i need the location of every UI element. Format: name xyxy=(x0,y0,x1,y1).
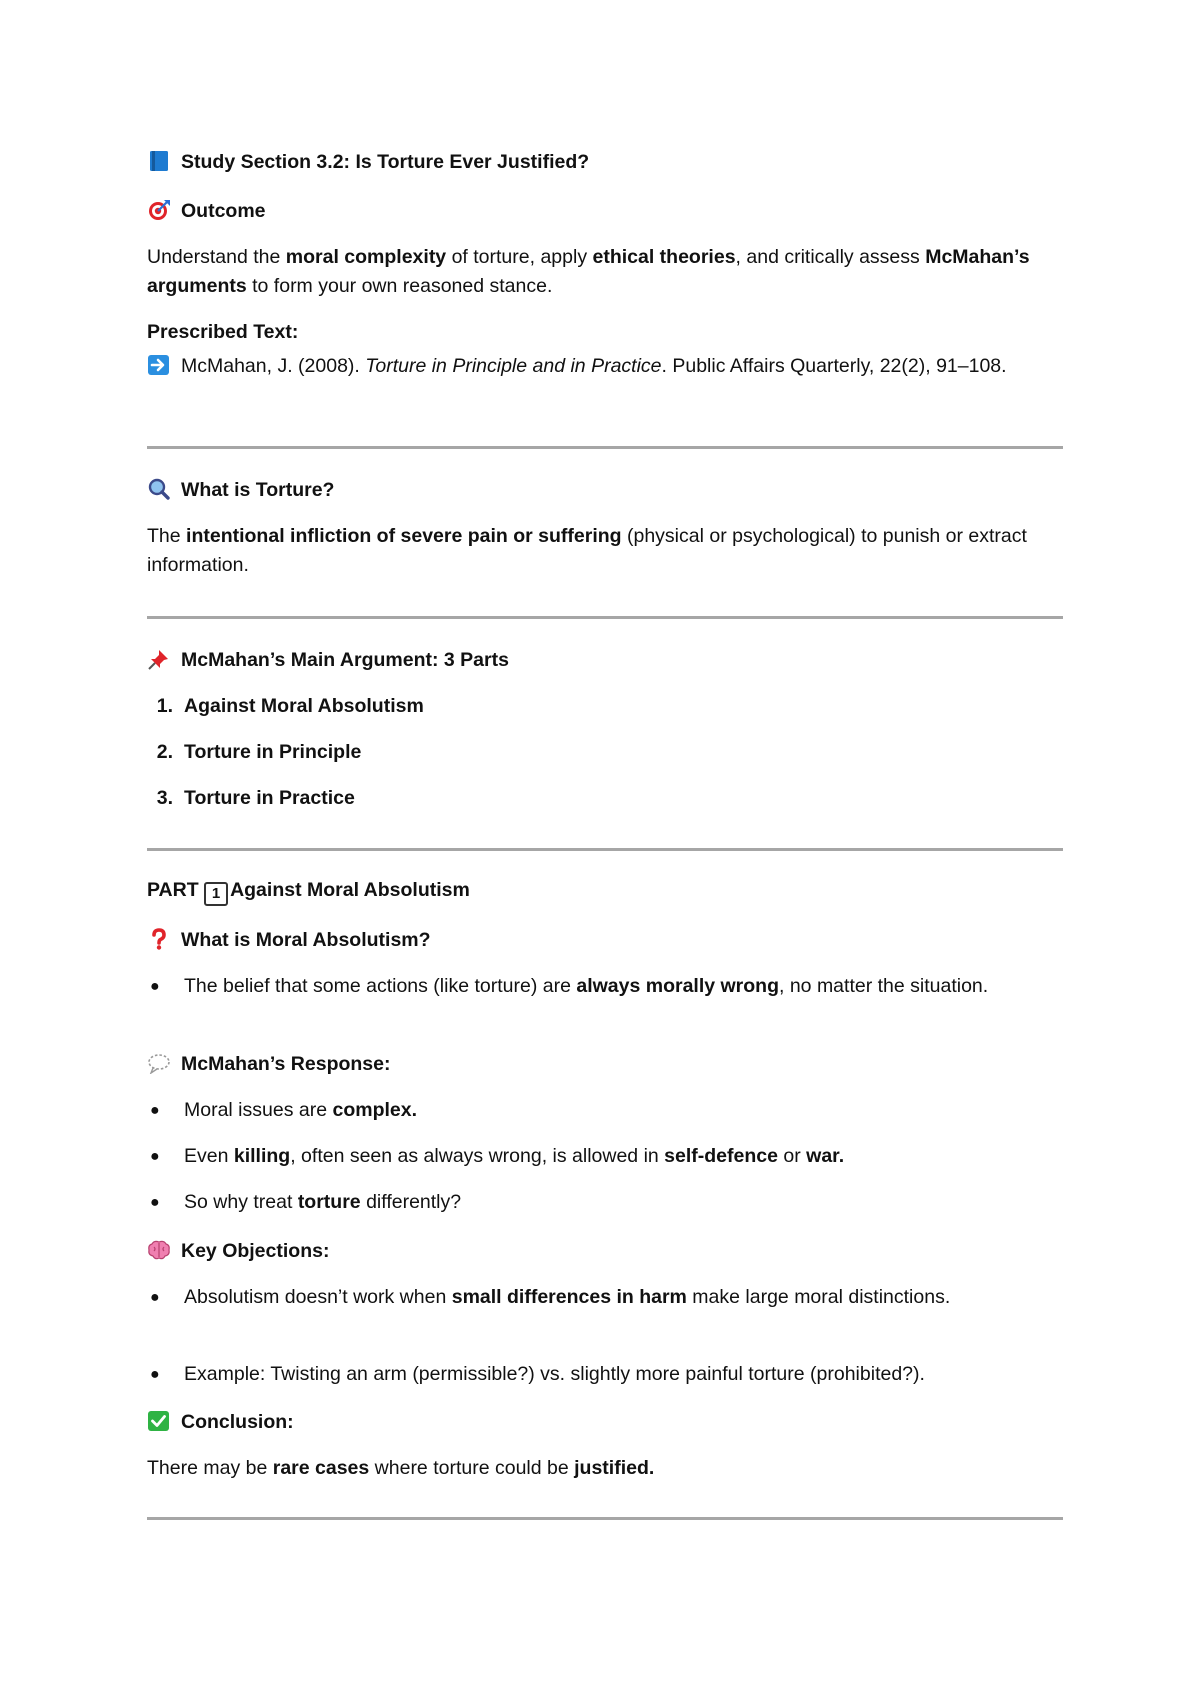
right-arrow-icon xyxy=(147,354,171,376)
list-item: ● Example: Twisting an arm (permissible?) vs. slightly more painful torture (prohibited?). xyxy=(150,1363,925,1385)
what-is-torture-heading: What is Torture? xyxy=(147,476,1063,505)
target-icon xyxy=(147,199,171,221)
what-is-torture-paragraph: The intentional infliction of severe pain or suffering (physical or psychological) to punish or extract information. xyxy=(147,525,1027,576)
part1-heading: PART 1 Against Moral Absolutism xyxy=(147,876,1063,906)
divider xyxy=(147,1517,1063,1520)
response-heading: McMahan’s Response: xyxy=(147,1050,1063,1079)
list-item: ● The belief that some actions (like torture) are always morally wrong, no matter the situation. xyxy=(150,975,989,997)
list-item: 2. Torture in Principle xyxy=(156,741,362,763)
objections-heading: Key Objections: xyxy=(147,1237,1063,1266)
list-item: 3. Torture in Practice xyxy=(156,787,355,809)
main-argument-heading: McMahan’s Main Argument: 3 Parts xyxy=(147,646,1063,675)
pushpin-icon xyxy=(147,648,171,670)
list-item: ● Absolutism doesn’t work when small differences in harm make large moral distinctions. xyxy=(150,1286,951,1308)
red-question-mark-icon xyxy=(147,928,171,950)
divider xyxy=(147,446,1063,449)
blue-book-icon xyxy=(147,150,171,172)
prescribed-citation: McMahan, J. (2008). Torture in Principle and in Practice. Public Affairs Quarterly, 22(2), 91–108. xyxy=(147,352,1063,381)
list-item: 1. Against Moral Absolutism xyxy=(156,695,424,717)
divider xyxy=(147,848,1063,851)
divider xyxy=(147,616,1063,619)
check-mark-icon xyxy=(147,1410,171,1432)
list-item: ● Moral issues are complex. xyxy=(150,1099,418,1121)
list-item: ● So why treat torture differently? xyxy=(150,1191,462,1213)
outcome-heading: Outcome xyxy=(147,197,1063,226)
keycap-one-icon: 1 xyxy=(204,882,228,906)
conclusion-heading: Conclusion: xyxy=(147,1408,1063,1437)
conclusion-paragraph: There may be rare cases where torture could be justified. xyxy=(147,1457,655,1479)
brain-icon xyxy=(147,1239,171,1261)
section-title: Study Section 3.2: Is Torture Ever Justified? xyxy=(147,148,1063,177)
moral-absolutism-heading: What is Moral Absolutism? xyxy=(147,926,1063,955)
outcome-paragraph: Understand the moral complexity of torture, apply ethical theories, and critically assess McMahan’s arguments to form your own reasoned stance. xyxy=(147,246,1030,297)
speech-bubble-icon xyxy=(147,1052,171,1074)
list-item: ● Even killing, often seen as always wrong, is allowed in self-defence or war. xyxy=(150,1145,845,1167)
magnifying-glass-icon xyxy=(147,478,171,500)
prescribed-text-label: Prescribed Text: xyxy=(147,321,299,343)
